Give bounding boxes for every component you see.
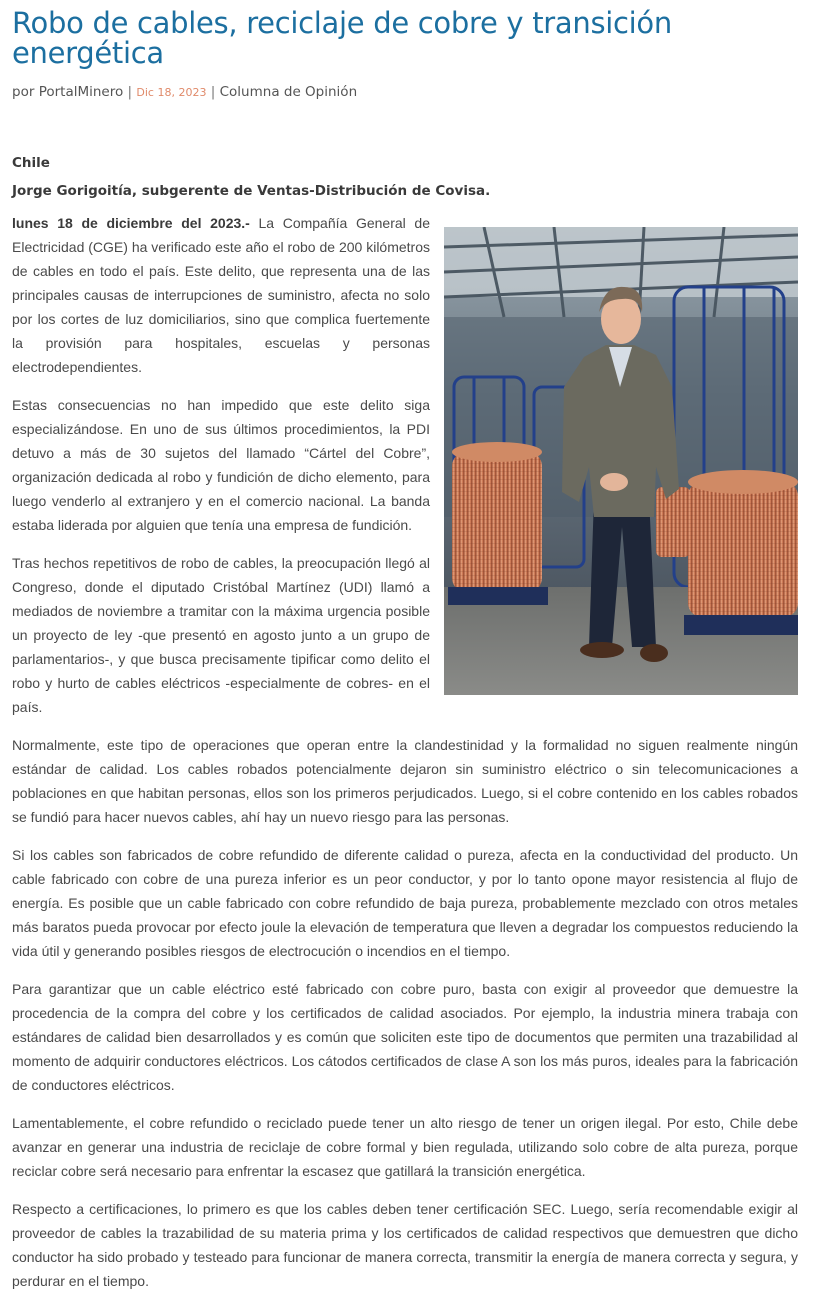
- article-title: Robo de cables, reciclaje de cobre y transición energética: [12, 6, 672, 70]
- writer-credit: Jorge Gorigoitía, subgerente de Ventas-Distribución de Covisa.: [12, 183, 491, 199]
- country-label: Chile: [12, 155, 50, 171]
- paragraph: Estas consecuencias no han impedido que este delito siga especializándose. En uno de sus últimos procedimientos, la PDI detuvo a más de 30 sujetos del llamado “Cártel del Cobre”, organización dedicada al robo y fundición de dicho elemento, para luego venderlo al extranjero y en el comercio nacional. La banda estaba liderada por alguien que tenía una empresa de fundición.: [12, 397, 430, 533]
- paragraph: Tras hechos repetitivos de robo de cables, la preocupación llegó al Congreso, donde el diputado Cristóbal Martínez (UDI) llamó a mediados de noviembre a tramitar con la máxima urgencia posible un proyecto de ley -que presentó en agosto junto a un grupo de parlamentarios-, y que busca precisamente tipificar como delito el robo y hurto de cables eléctricos -especialmente de cobres- en el país.: [12, 555, 430, 715]
- factory-person-image: [444, 227, 798, 695]
- lead-date: lunes 18 de diciembre del 2023.-: [12, 215, 250, 231]
- article-photo: [444, 227, 798, 695]
- paragraph: Respecto a certificaciones, lo primero es que los cables deben tener certificación SEC. Luego, sería recomendable exigir al proveedor de cables la trazabilidad de su materia prima y los certificados de calidad respectivos que demuestren que dicho conductor ha sido probado y testeado para funcionar de manera correcta, transmitir la energía de manera correcta y segura, y perdurar en el tiempo.: [12, 1201, 798, 1289]
- category-link[interactable]: Columna de Opinión: [219, 84, 358, 100]
- paragraph: Si los cables son fabricados de cobre refundido de diferente calidad o pureza, afecta en la conductividad del producto. Un cable fabricado con cobre de una pureza inferior es un peor conductor, y por lo tanto opone mayor resistencia al flujo de energía. Es posible que un cable fabricado con cobre refundido de baja pureza, probablemente mezclado con otros metales más baratos pueda provocar por efecto joule la elevación de temperatura que lleven a degradar los compuestos reduciendo la vida útil y generando posibles riesgos de electrocución o incendios en el tiempo.: [12, 847, 798, 959]
- paragraph: Normalmente, este tipo de operaciones que operan entre la clandestinidad y la formalidad no siguen realmente ningún estándar de calidad. Los cables robados potencialmente dejaron sin suministro eléctrico o sin telecomunicaciones a poblaciones en que habitan personas, ellos son los primeros perjudicados. Luego, si el cobre contenido en los cables robados se fundió para hacer nuevos cables, ahí hay un nuevo riesgo para las personas.: [12, 737, 798, 825]
- byline-prefix: por: [12, 84, 35, 100]
- meta-separator: |: [210, 84, 216, 100]
- author-link[interactable]: PortalMinero: [38, 84, 124, 100]
- article-body: [12, 211, 798, 1293]
- paragraph: Para garantizar que un cable eléctrico esté fabricado con cobre puro, basta con exigir al proveedor que demuestre la procedencia de la compra del cobre y los certificados de calidad asociados. Por ejemplo, la industria minera trabaja con estándares de calidad bien desarrollados y es común que soliciten este tipo de documentos que permiten una trazabilidad al momento de adquirir conductores eléctricos. Los cátodos certificados de clase A son los más puros, ideales para la fabricación de conductores eléctricos.: [12, 981, 798, 1093]
- publish-date: Dic 18, 2023: [136, 86, 207, 99]
- meta-separator: |: [127, 84, 133, 100]
- paragraph-text: La Compañía General de Electricidad (CGE) ha verificado este año el robo de 200 kilómetros de cables en todo el país. Este delito, que representa una de las principales causas de interrupciones de suministro, afecta no solo por los cortes de luz domiciliarios, sino que complica fuertemente la provisión para hospitales, escuelas y personas electrodependientes.: [12, 215, 430, 375]
- article-meta: [12, 82, 798, 103]
- article: [12, 0, 798, 1307]
- paragraph: Lamentablemente, el cobre refundido o reciclado puede tener un alto riesgo de tener un origen ilegal. Por esto, Chile debe avanzar en generar una industria de reciclaje de cobre formal y bien regulada, utilizando solo cobre de alta pureza, porque reciclar cobre será necesario para enfrentar la escasez que gatillará la transición energética.: [12, 1115, 798, 1179]
